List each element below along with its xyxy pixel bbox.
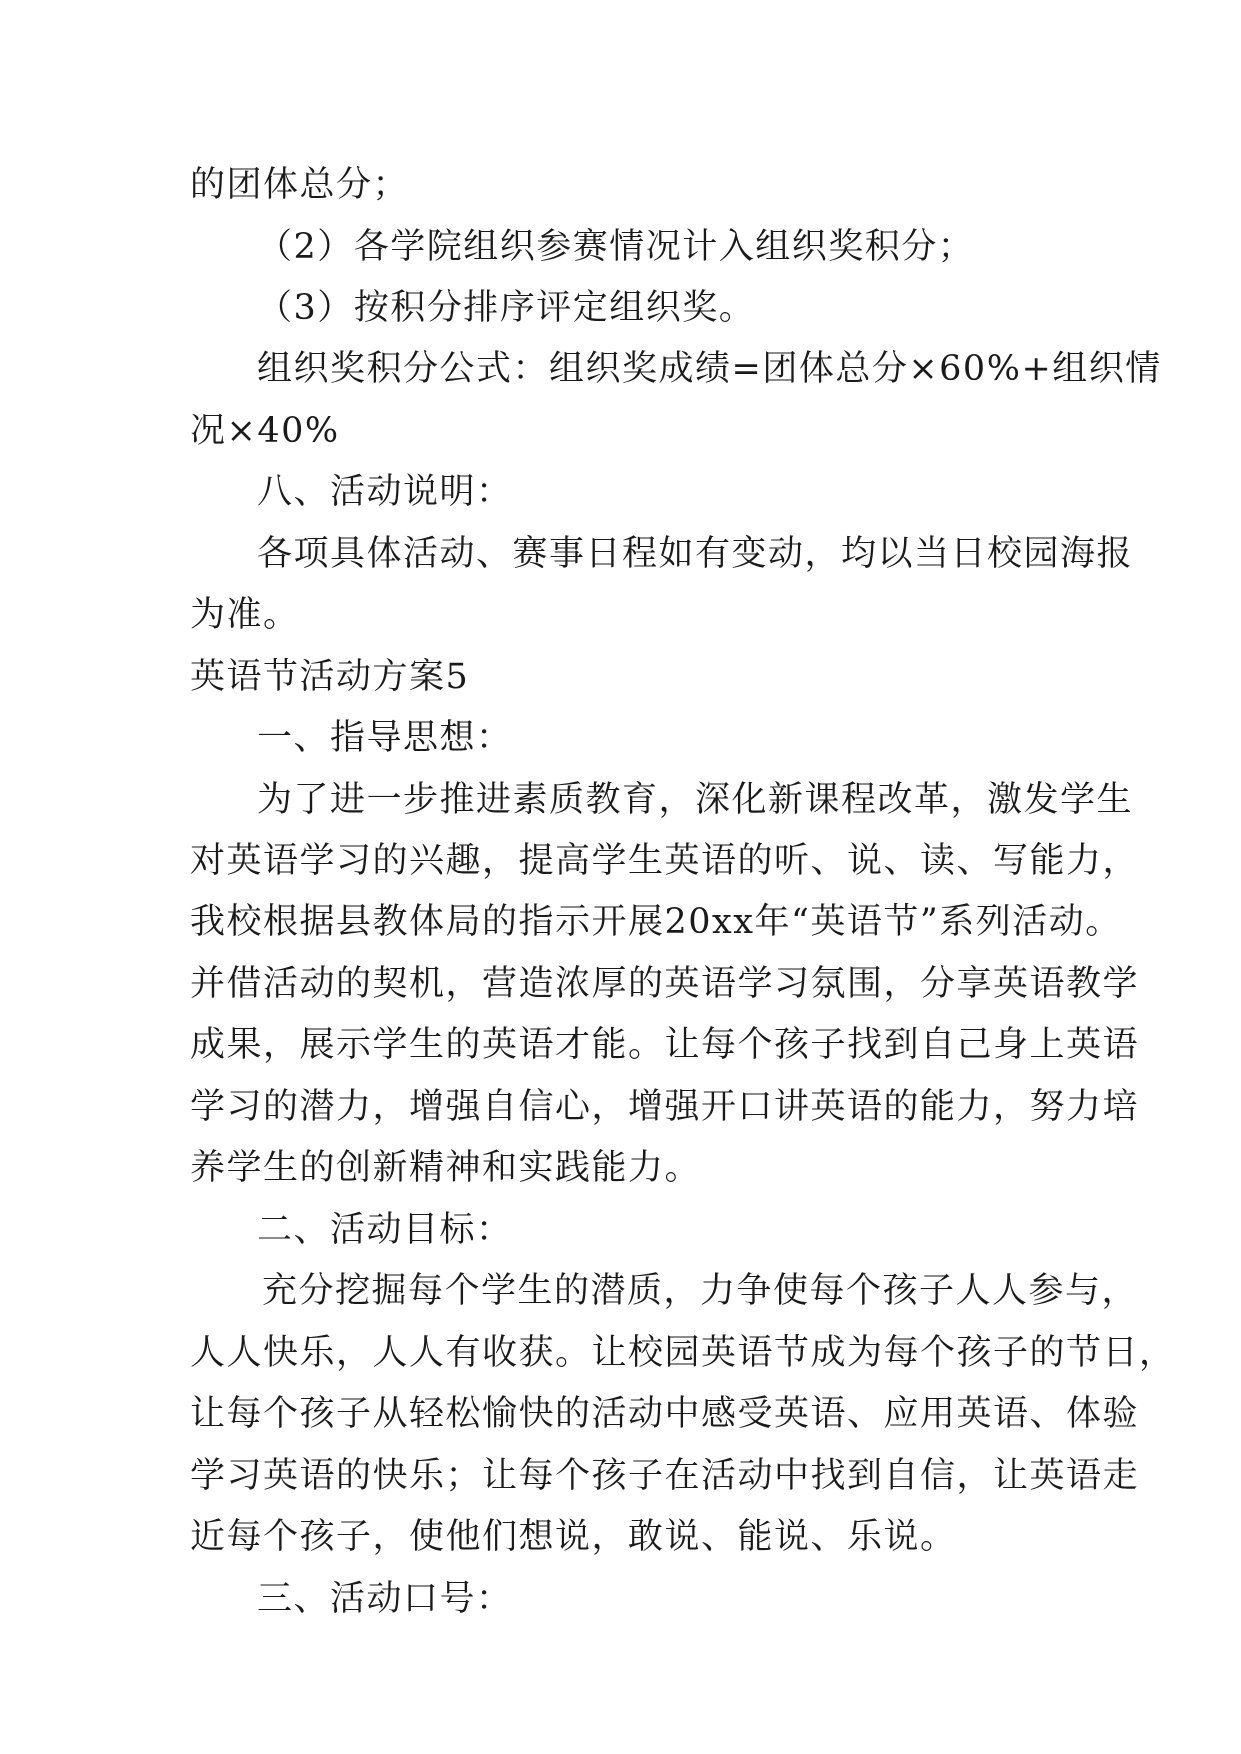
- text-line: 我校根据县教体局的指示开展20xx年“英语节”系列活动。: [190, 902, 1122, 942]
- text-line: 为了进一步推进素质教育，深化新课程改革，激发学生: [257, 780, 1134, 820]
- text-line: 组织奖积分公式：组织奖成绩=团体总分×60%+组织情: [257, 349, 1162, 389]
- text-line: 学习的潜力，增强自信心，增强开口讲英语的能力，努力培: [190, 1087, 1140, 1127]
- section-heading: 二、活动目标：: [257, 1210, 513, 1250]
- text-line: 近每个孩子，使他们想说，敢说、能说、乐说。: [190, 1517, 957, 1557]
- text-line: （2）各学院组织参赛情况计入组织奖积分；: [257, 227, 975, 267]
- document-title: 英语节活动方案5: [190, 657, 470, 697]
- text-line: 对英语学习的兴趣，提高学生英语的听、说、读、写能力，: [190, 841, 1140, 881]
- text-line: 成果，展示学生的英语才能。让每个孩子找到自己身上英语: [190, 1025, 1140, 1065]
- text-line: 各项具体活动、赛事日程如有变动，均以当日校园海报: [257, 534, 1134, 574]
- section-heading: 三、活动口号：: [257, 1579, 513, 1619]
- text-line: 让每个孩子从轻松愉快的活动中感受英语、应用英语、体验: [190, 1394, 1140, 1434]
- text-line: 的团体总分；: [190, 165, 410, 205]
- text-line: 学习英语的快乐；让每个孩子在活动中找到自信，让英语走: [190, 1456, 1140, 1496]
- text-line: 为准。: [190, 595, 300, 635]
- text-line: 况×40%: [190, 411, 340, 451]
- section-heading: 八、活动说明：: [257, 472, 513, 512]
- text-line: 人人快乐，人人有收获。让校园英语节成为每个孩子的节日，: [190, 1333, 1176, 1373]
- text-line: 养学生的创新精神和实践能力。: [190, 1148, 702, 1188]
- section-heading: 一、指导思想：: [257, 718, 513, 758]
- text-line: 充分挖掘每个学生的潜质，力争使每个孩子人人参与，: [262, 1271, 1139, 1311]
- text-line: 并借活动的契机，营造浓厚的英语学习氛围，分享英语教学: [190, 964, 1140, 1004]
- text-line: （3）按积分排序评定组织奖。: [257, 288, 756, 328]
